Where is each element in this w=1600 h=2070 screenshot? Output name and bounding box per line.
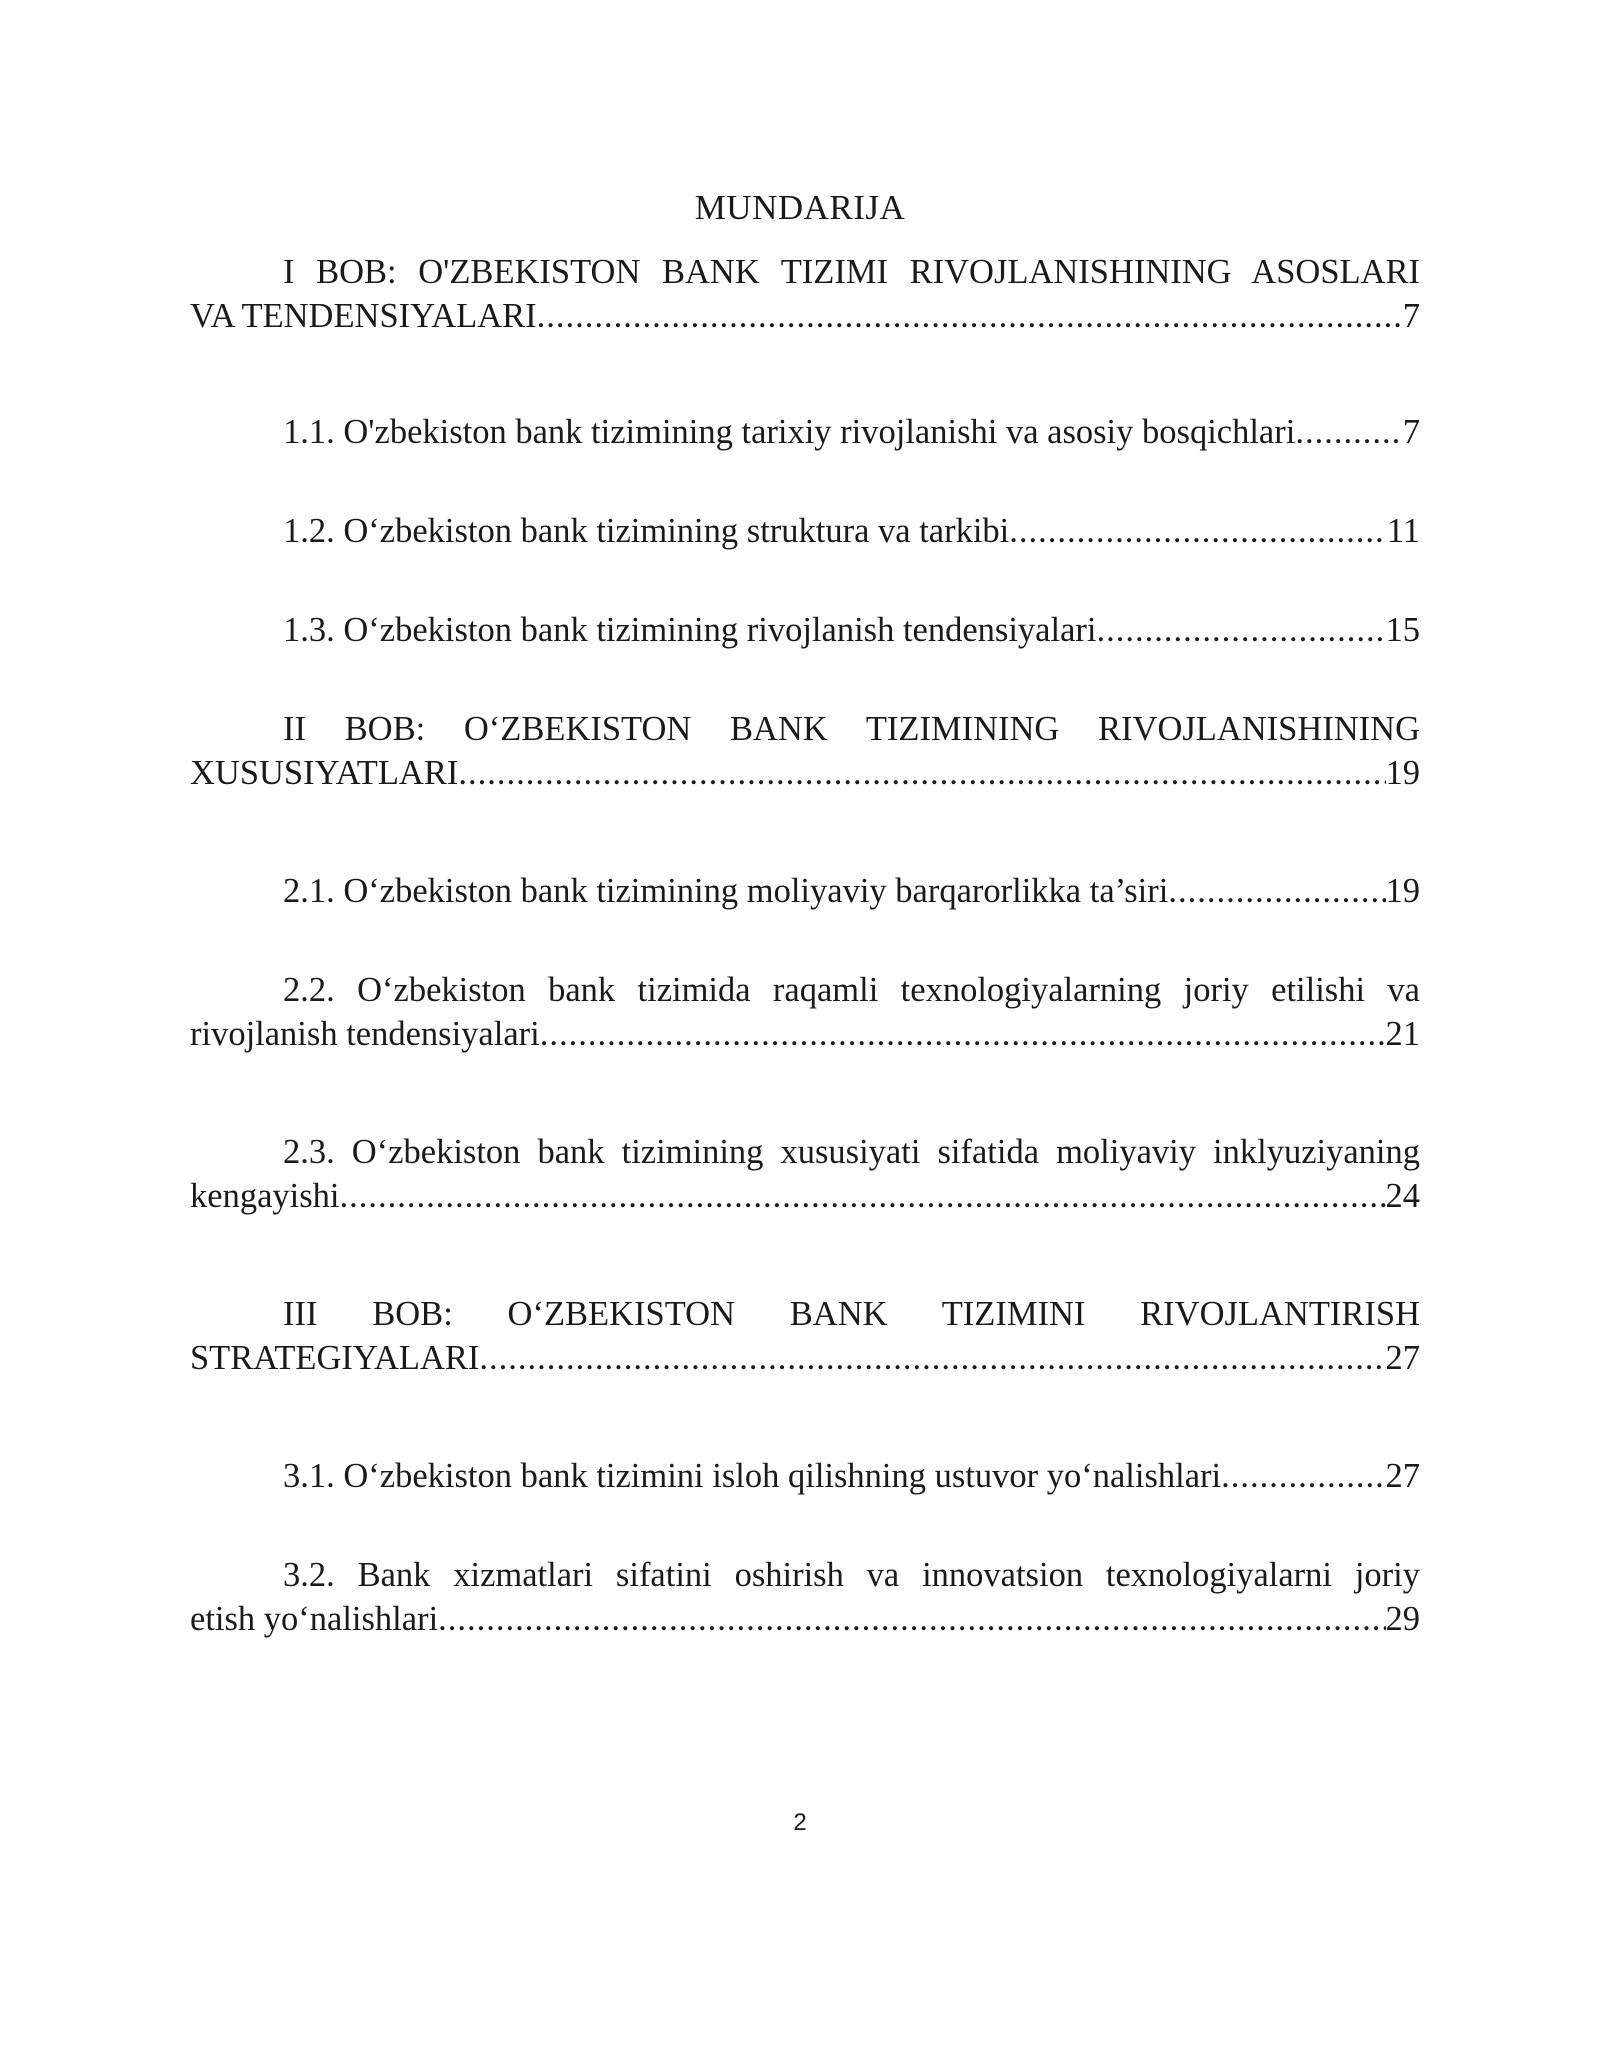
toc-entry-leader-line [190, 294, 1420, 338]
toc-page-number: 15 [1385, 611, 1420, 649]
dot-leader [479, 1336, 1385, 1380]
toc-entry-chapter-1[interactable] [190, 250, 1420, 338]
toc-page-number: 11 [1386, 512, 1420, 550]
dot-leader [1221, 1454, 1385, 1498]
toc-page-number: 7 [1402, 297, 1420, 335]
page-title: MUNDARIJA [694, 188, 906, 227]
toc-entry-leader-line [190, 410, 1420, 454]
toc-entry-text: 1.1. O'zbekiston bank tizimining tarixiy rivojlanishi va asosiy bosqichlari [283, 413, 1296, 451]
toc-entry-text: III BOB: O‘ZBEKISTON BANK TIZIMINI RIVOJLANTIRISH [283, 1295, 1420, 1333]
toc-page-number: 27 [1385, 1457, 1420, 1495]
toc-entry-leader-line [190, 1597, 1420, 1641]
toc-page-number: 24 [1385, 1177, 1420, 1215]
dot-leader [339, 1174, 1385, 1218]
toc-entry-text: kengayishi [190, 1177, 340, 1215]
toc-entry-section-1-1[interactable] [190, 410, 1420, 454]
toc-entry-text: STRATEGIYALARI [190, 1339, 480, 1377]
dot-leader [458, 751, 1385, 795]
toc-entry-section-3-1[interactable] [190, 1454, 1420, 1498]
toc-entry-text: rivojlanish tendensiyalari [190, 1015, 540, 1053]
dot-leader [540, 1012, 1386, 1056]
toc-entry-leader-line [190, 869, 1420, 913]
toc-entry-section-1-3[interactable] [190, 608, 1420, 652]
toc-entry-leader-line [190, 751, 1420, 795]
toc-entry-section-3-2[interactable] [190, 1553, 1420, 1641]
toc-entry-text: VA TENDENSIYALARI [190, 297, 537, 335]
toc-entry-leader-line [190, 1336, 1420, 1380]
dot-leader [1295, 410, 1402, 454]
toc-entry-text: I BOB: O'ZBEKISTON BANK TIZIMI RIVOJLANISHINING ASOSLARI [283, 253, 1420, 291]
toc-entry-section-2-3[interactable] [190, 1130, 1420, 1218]
toc-entry-chapter-3[interactable] [190, 1292, 1420, 1380]
dot-leader [1009, 509, 1386, 553]
toc-entry-text: 2.1. O‘zbekiston bank tizimining moliyaviy barqarorlikka ta’siri [283, 872, 1169, 910]
toc-entry-text: 2.2. O‘zbekiston bank tizimida raqamli texnologiyalarning joriy etilishi va [283, 971, 1420, 1009]
toc-page-number: 21 [1385, 1015, 1420, 1053]
toc-entry-text: 1.2. O‘zbekiston bank tizimining struktura va tarkibi [283, 512, 1010, 550]
toc-entry-section-1-2[interactable] [190, 509, 1420, 553]
toc-page-number: 19 [1385, 872, 1420, 910]
dot-leader [537, 294, 1403, 338]
toc-entry-section-2-1[interactable] [190, 869, 1420, 913]
toc-entry-text: 1.3. O‘zbekiston bank tizimining rivojlanish tendensiyalari [283, 611, 1097, 649]
dot-leader [438, 1597, 1385, 1641]
toc-page-number: 19 [1385, 754, 1420, 792]
toc-page-number: 29 [1385, 1600, 1420, 1638]
dot-leader [1168, 869, 1385, 913]
toc-entry-text: etish yo‘nalishlari [190, 1600, 439, 1638]
toc-entry-leader-line [190, 1454, 1420, 1498]
toc-page-number: 7 [1402, 413, 1420, 451]
page-number: 2 [793, 1809, 807, 1836]
toc-entry-chapter-2[interactable] [190, 707, 1420, 795]
toc-entry-text: 3.1. O‘zbekiston bank tizimini isloh qilishning ustuvor yo‘nalishlari [283, 1457, 1222, 1495]
toc-entry-leader-line [190, 608, 1420, 652]
toc-page-number: 27 [1385, 1339, 1420, 1377]
toc-entry-text: 3.2. Bank xizmatlari sifatini oshirish va innovatsion texnologiyalarni joriy [283, 1556, 1420, 1594]
toc-entry-text: XUSUSIYATLARI [190, 754, 459, 792]
toc-entry-leader-line [190, 1012, 1420, 1056]
toc-entry-leader-line [190, 509, 1420, 553]
toc-entry-text: II BOB: O‘ZBEKISTON BANK TIZIMINING RIVOJLANISHINING [283, 710, 1420, 748]
toc-entry-section-2-2[interactable] [190, 968, 1420, 1056]
dot-leader [1096, 608, 1385, 652]
toc-entry-text: 2.3. O‘zbekiston bank tizimining xususiyati sifatida moliyaviy inklyuziyaning [283, 1133, 1420, 1171]
toc-entry-leader-line [190, 1174, 1420, 1218]
